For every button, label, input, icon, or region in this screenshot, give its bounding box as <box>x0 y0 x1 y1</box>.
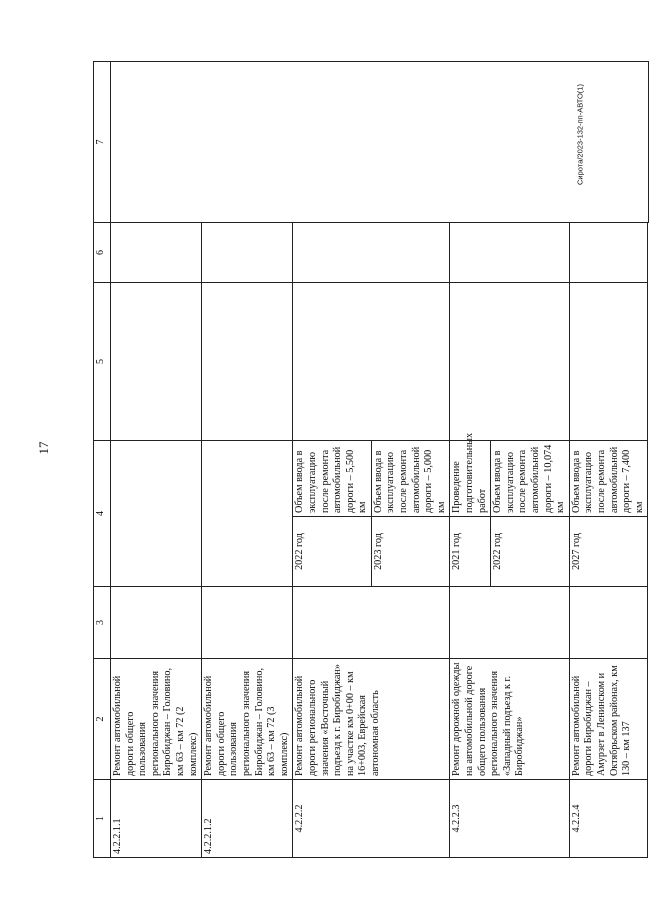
row-name: Ремонт дорожной одежды на автомобильной дороге общего пользования регионального значения «Западный подъезд к г. Биробиджан» <box>450 659 569 780</box>
entry-year: 2027 год <box>569 517 648 587</box>
header-row <box>94 62 111 858</box>
program-table <box>93 61 649 858</box>
row-id: 4.2.2.2 <box>293 780 450 858</box>
row-id: 4.2.2.1.1 <box>111 780 202 858</box>
row-name: Ремонт автомобильной дороги общего пользования регионального значения Биробиджан – Головино, км 63 – км 72 (3 комплекс) <box>202 659 293 780</box>
row-name: Ремонт автомобильной дороги регионального значения «Восточный подъезд к г. Биробиджан» на участке км 0+00 – км 16+003, Еврейская автономная область <box>293 659 450 780</box>
header-col-2: 2 <box>94 659 111 780</box>
row-id: 4.2.2.4 <box>569 780 648 858</box>
header-col-5: 5 <box>94 283 111 441</box>
entry-year: 2023 год <box>371 517 450 587</box>
document-code: Сирота/2023-132-пп-АВТО(1) <box>575 84 585 185</box>
header-col-1: 1 <box>94 780 111 858</box>
row-name: Ремонт автомобильной дороги общего пользования регионального значения Биробиджан – Головино, км 63 – км 72 (2 комплекс) <box>111 659 202 780</box>
row-name: Ремонт автомобильной дороги Биробиджан – Амурзет в Ленинском и Октябрьском районах, км 130 – км 137 <box>569 659 648 780</box>
entry-text: Объем ввода в эксплуатацию после ремонта автомобильной дороги – 10,074 км <box>491 441 570 517</box>
header-col-7: 7 <box>94 62 111 223</box>
entry-year: 2022 год <box>293 517 372 587</box>
entry-text: Проведение подготовительных работ <box>450 441 491 517</box>
entry-text: Объем ввода в эксплуатацию после ремонта автомобильной дороги – 7,400 км <box>569 441 648 517</box>
page-number: 17 <box>36 441 51 455</box>
row-id: 4.2.2.3 <box>450 780 569 858</box>
header-col-3: 3 <box>94 587 111 659</box>
header-col-6: 6 <box>94 223 111 283</box>
entry-year: 2021 год <box>450 517 491 587</box>
entry-text: Объем ввода в эксплуатацию после ремонта автомобильной дороги – 5,000 км <box>371 441 450 517</box>
header-col-4: 4 <box>94 441 111 587</box>
entry-text: Объем ввода в эксплуатацию после ремонта автомобильной дороги – 5,500 км <box>293 441 372 517</box>
row-id: 4.2.2.1.2 <box>202 780 293 858</box>
table-row <box>111 62 202 858</box>
entry-year: 2022 год <box>491 517 570 587</box>
